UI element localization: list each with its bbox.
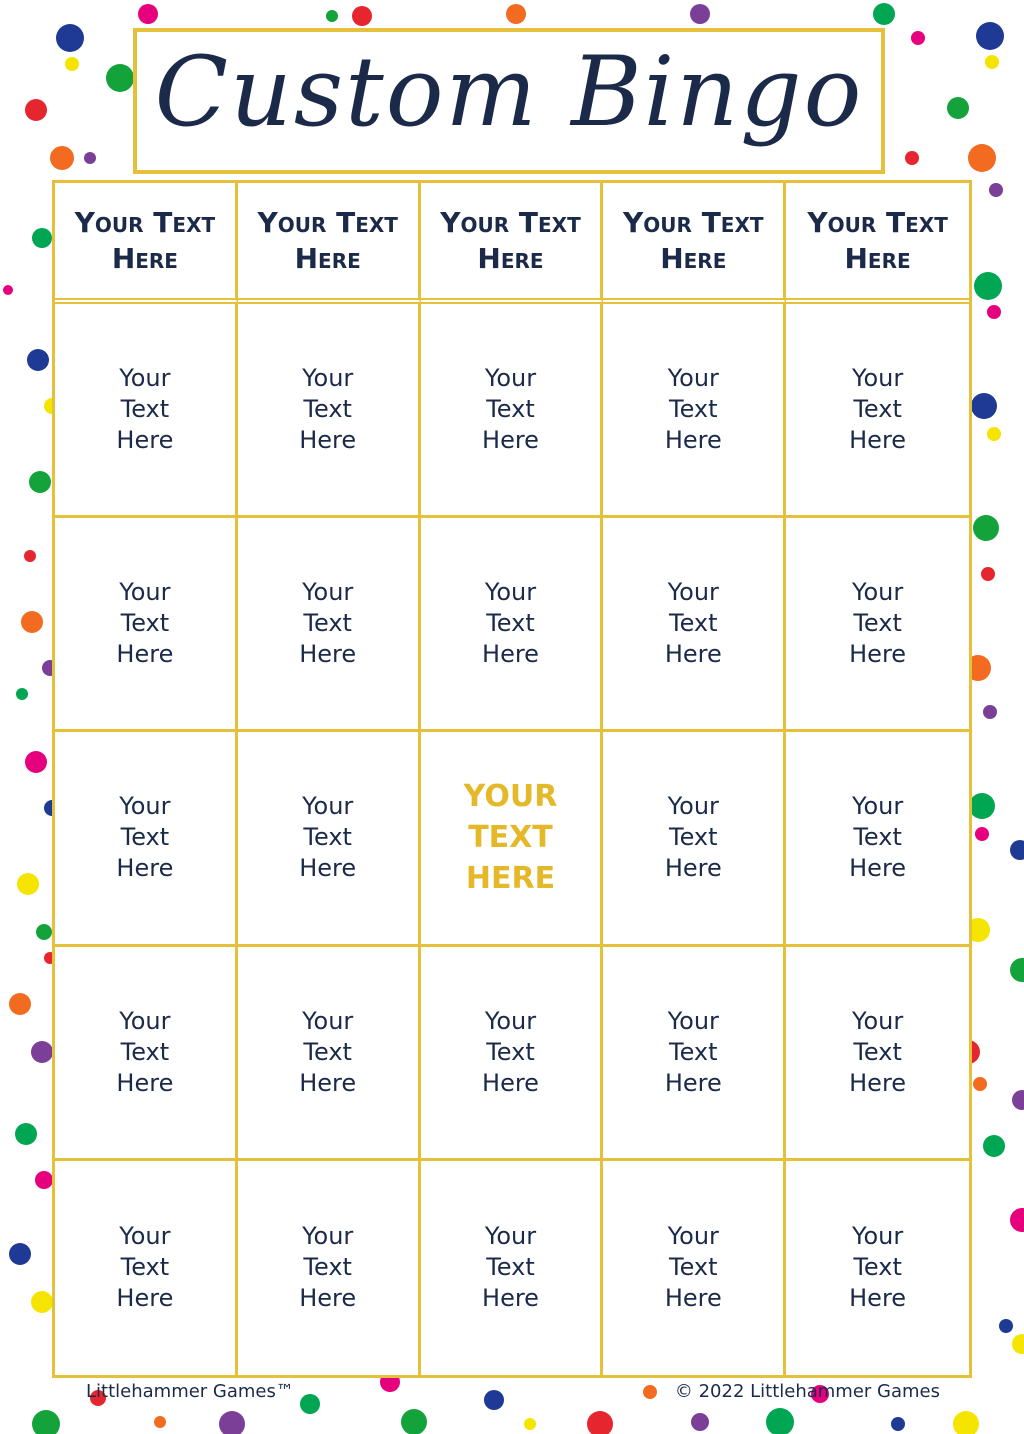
bingo-cell: [421, 947, 604, 1161]
bingo-cell: [55, 1161, 238, 1375]
cell-text: Your Text Here: [116, 1222, 174, 1313]
bingo-cell: [786, 947, 969, 1161]
cell-text: Your Text Here: [849, 578, 907, 669]
confetti-dot: [17, 873, 39, 895]
bingo-cell: [786, 304, 969, 518]
confetti-dot: [911, 31, 925, 45]
confetti-dot: [31, 1041, 53, 1063]
cell-text: Your Text Here: [299, 792, 357, 883]
bingo-cell: [603, 518, 786, 732]
header-cell: [55, 183, 238, 304]
confetti-dot: [29, 471, 51, 493]
cell-text: Your Text Here: [482, 1222, 539, 1313]
confetti-dot: [985, 55, 999, 69]
bingo-cell: [238, 732, 421, 946]
confetti-dot: [35, 1171, 53, 1189]
bingo-cell: [55, 947, 238, 1161]
confetti-dot: [84, 152, 96, 164]
cell-text: Your Text Here: [116, 792, 174, 883]
confetti-dot: [983, 705, 997, 719]
confetti-dot: [1010, 1208, 1024, 1232]
bingo-cell: [603, 732, 786, 946]
confetti-dot: [25, 99, 47, 121]
confetti-dot: [25, 751, 47, 773]
bingo-card: [52, 180, 972, 1378]
cell-text: Your Text Here: [849, 792, 907, 883]
confetti-dot: [401, 1409, 427, 1434]
cell-text: Your Text Here: [299, 364, 357, 455]
confetti-dot: [56, 24, 84, 52]
confetti-dot: [987, 305, 1001, 319]
cell-text: Your Text Here: [116, 1006, 174, 1097]
confetti-dot: [981, 567, 995, 581]
title-banner: [133, 28, 885, 174]
header-label: Your Text Here: [807, 205, 948, 275]
confetti-dot: [9, 1243, 31, 1265]
header-cell: [421, 183, 604, 304]
free-space-cell: [421, 732, 604, 946]
confetti-dot: [524, 1418, 536, 1430]
confetti-dot: [999, 1319, 1013, 1333]
confetti-dot: [766, 1408, 794, 1434]
confetti-dot: [1012, 1090, 1024, 1110]
header-label: Your Text Here: [623, 205, 764, 275]
confetti-dot: [352, 6, 372, 26]
header-cell: [786, 183, 969, 304]
confetti-dot: [50, 146, 74, 170]
cell-text: Your Text Here: [849, 1222, 907, 1313]
cell-text: Your Text Here: [482, 1006, 539, 1097]
confetti-dot: [138, 4, 158, 24]
confetti-dot: [3, 285, 13, 295]
confetti-dot: [27, 349, 49, 371]
bingo-cell: [603, 1161, 786, 1375]
confetti-dot: [947, 97, 969, 119]
confetti-dot: [36, 924, 52, 940]
cell-text: Your Text Here: [299, 1222, 357, 1313]
cell-text: Your Text Here: [299, 1006, 357, 1097]
confetti-dot: [905, 151, 919, 165]
confetti-dot: [32, 1410, 60, 1434]
confetti-dot: [873, 3, 895, 25]
bingo-cell: [786, 518, 969, 732]
cell-text: Your Text Here: [664, 364, 722, 455]
confetti-dot: [971, 393, 997, 419]
header-label: Your Text Here: [74, 205, 216, 275]
confetti-dot: [219, 1411, 245, 1434]
footer-brand: Littlehammer Games™: [86, 1381, 294, 1402]
confetti-dot: [32, 228, 52, 248]
header-label: Your Text Here: [257, 205, 398, 275]
confetti-dot: [891, 1417, 905, 1431]
bingo-cell: [238, 518, 421, 732]
header-label: Your Text Here: [440, 205, 581, 275]
cell-text: Your Text Here: [482, 578, 539, 669]
confetti-dot: [300, 1394, 320, 1414]
confetti-dot: [973, 1077, 987, 1091]
cell-text: Your Text Here: [116, 364, 174, 455]
confetti-dot: [974, 272, 1002, 300]
header-cell: [603, 183, 786, 304]
cell-text: Your Text Here: [116, 578, 174, 669]
page-title: Custom Bingo: [154, 36, 864, 148]
bingo-cell: [238, 1161, 421, 1375]
confetti-dot: [21, 611, 43, 633]
confetti-dot: [983, 1135, 1005, 1157]
bingo-cell: [238, 304, 421, 518]
confetti-dot: [691, 1413, 709, 1431]
confetti-dot: [484, 1390, 504, 1410]
cell-text: Your Text Here: [849, 1006, 907, 1097]
confetti-dot: [968, 144, 996, 172]
confetti-dot: [975, 827, 989, 841]
cell-text: Your Text Here: [664, 792, 722, 883]
confetti-dot: [1010, 958, 1024, 982]
bingo-cell: [55, 732, 238, 946]
cell-text: Your Text Here: [664, 1222, 722, 1313]
bingo-cell: [786, 732, 969, 946]
bingo-cell: [421, 304, 604, 518]
confetti-dot: [154, 1416, 166, 1428]
free-space-text: YOUR TEXT HERE: [463, 779, 558, 897]
confetti-dot: [31, 1291, 53, 1313]
confetti-dot: [690, 4, 710, 24]
cell-text: Your Text Here: [849, 364, 907, 455]
bingo-cell: [55, 304, 238, 518]
confetti-dot: [973, 515, 999, 541]
cell-text: Your Text Here: [664, 578, 722, 669]
confetti-dot: [1012, 1334, 1024, 1354]
confetti-dot: [506, 4, 526, 24]
confetti-dot: [987, 427, 1001, 441]
confetti-dot: [326, 10, 338, 22]
bingo-cell: [603, 947, 786, 1161]
confetti-dot: [1010, 840, 1024, 860]
cell-text: Your Text Here: [299, 578, 357, 669]
bingo-cell: [786, 1161, 969, 1375]
confetti-dot: [953, 1411, 979, 1434]
cell-text: Your Text Here: [664, 1006, 722, 1097]
confetti-dot: [24, 550, 36, 562]
confetti-dot: [16, 688, 28, 700]
confetti-dot: [587, 1411, 613, 1434]
confetti-dot: [9, 993, 31, 1015]
bingo-cell: [421, 1161, 604, 1375]
bingo-cell: [421, 518, 604, 732]
header-cell: [238, 183, 421, 304]
confetti-dot: [989, 183, 1003, 197]
confetti-dot: [106, 64, 134, 92]
confetti-dot: [643, 1385, 657, 1399]
confetti-dot: [976, 22, 1004, 50]
bingo-cell: [55, 518, 238, 732]
confetti-dot: [15, 1123, 37, 1145]
bingo-cell: [238, 947, 421, 1161]
confetti-dot: [65, 57, 79, 71]
bingo-cell: [603, 304, 786, 518]
cell-text: Your Text Here: [482, 364, 539, 455]
footer-copyright: © 2022 Littlehammer Games: [674, 1381, 940, 1402]
confetti-dot: [969, 793, 995, 819]
